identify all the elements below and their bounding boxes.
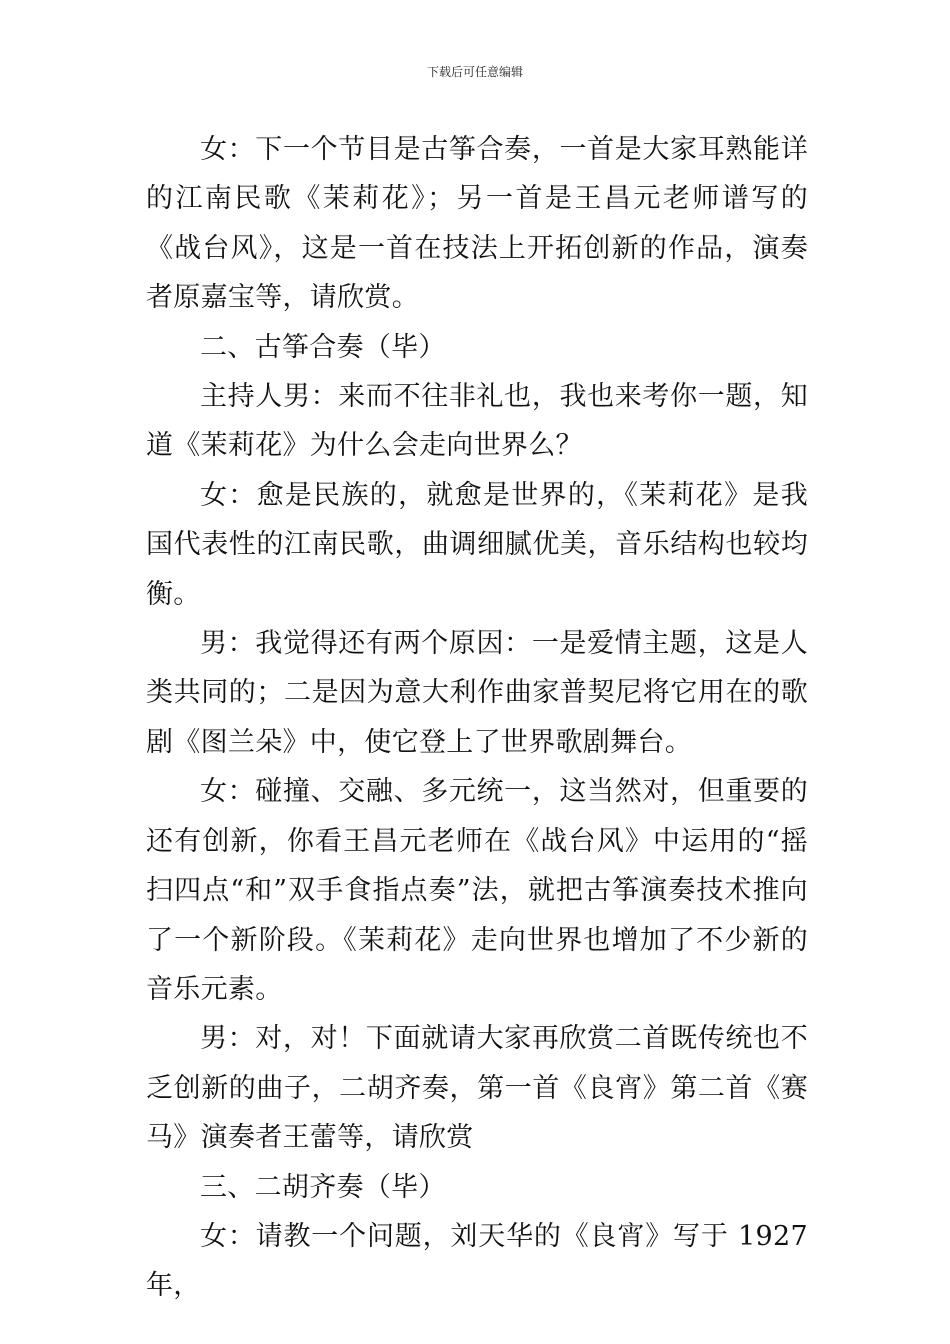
paragraph-host-female-answer: 女：愈是民族的，就愈是世界的，《茉莉花》是我国代表性的江南民歌，曲调细腻优美，音乐结构也较均衡。 [146,479,808,610]
paragraph-host-female-guzheng-intro: 女：下一个节目是古筝合奏，一首是大家耳熟能详的江南民歌《茉莉花》；另一首是王昌元老师谱写的《战台风》，这是一首在技法上开拓创新的作品，演奏者原嘉宝等，请欣赏。 [146,134,808,314]
body-text [146,125,808,1311]
paragraph-host-female-innovation: 女：碰撞、交融、多元统一，这当然对，但重要的还有创新，你看王昌元老师在《战台风》中运用的“摇扫四点“和”双手食指点奏”法，就把古筝演奏技术推向了一个新阶段。《茉莉花》走向世界也增加了不少新的音乐元素。 [146,776,808,1005]
paragraph-host-male-reasons: 男：我觉得还有两个原因：一是爱情主题，这是人类共同的；二是因为意大利作曲家普契尼将它用在的歌剧《图兰朵》中，使它登上了世界歌剧舞台。 [146,628,808,758]
paragraph-host-male-question: 主持人男：来而不往非礼也，我也来考你一题，知道《茉莉花》为什么会走向世界么？ [146,381,808,462]
paragraph-host-female-question: 女：请教一个问题，刘天华的《良宵》写于 1927 年， [146,1220,808,1302]
paragraph-program-guzheng-end: 二、古筝合奏（毕） [200,331,446,363]
page-header: 下载后可任意编辑 [426,65,523,79]
paragraph-program-erhu-end: 三、二胡齐奏（毕） [200,1171,446,1203]
paragraph-host-male-erhu-intro: 男：对，对！下面就请大家再欣赏二首既传统也不乏创新的曲子，二胡齐奏，第一首《良宵》第二首《赛马》演奏者王蕾等，请欣赏 [146,1023,808,1154]
